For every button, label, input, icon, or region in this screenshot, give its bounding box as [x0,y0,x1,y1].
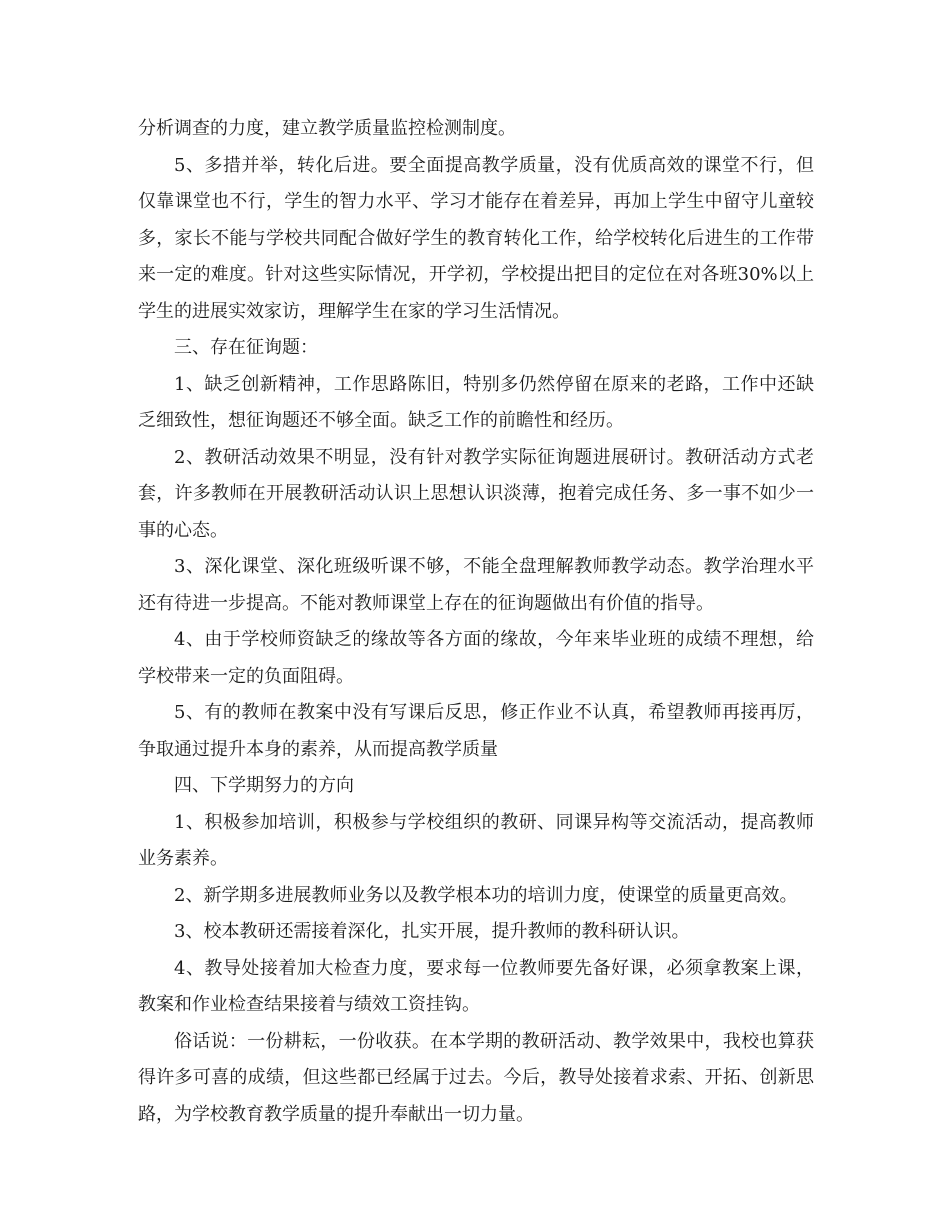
paragraph-direction-3: 3、校本教研还需接着深化，扎实开展，提升教师的教科研认识。 [174,921,690,942]
paragraph-problem-3: 3、深化课堂、深化班级听课不够，不能全盘理解教师教学动态。教学治理水平还有待进一步提高。不能对教师课堂上存在的征询题做出有价值的指导。 [138,556,814,614]
paragraph-problem-5: 5、有的教师在教案中没有写课后反思，修正作业不认真，希望教师再接再厉，争取通过提升本身的素养，从而提高教学质量 [138,702,814,760]
section-heading-existing-problems: 三、存在征询题： [174,337,318,358]
paragraph-direction-1: 1、积极参加培训，积极参与学校组织的教研、同课异构等交流活动，提高教师业务素养。 [138,811,814,869]
section-heading-next-term-direction: 四、下学期努力的方向 [174,775,354,796]
paragraph-item-5-transform-laggards: 5、多措并举，转化后进。要全面提高教学质量，没有优质高效的课堂不行，但仅靠课堂也不行，学生的智力水平、学习才能存在着差异，再加上学生中留守儿童较多，家长不能与学校共同配合做好学生的教育转化工作，给学校转化后进生的工作带来一定的难度。针对这些实际情况，开学初，学校提出把目的定位在对各班30%以上学生的进展实效家访，理解学生在家的学习生活情况。 [138,154,814,322]
paragraph-conclusion: 俗话说：一份耕耘，一份收获。在本学期的教研活动、教学效果中，我校也算获得许多可喜的成绩，但这些都已经属于过去。今后，教导处接着求索、开拓、创新思路，为学校教育教学质量的提升奉献出一切力量。 [138,1030,814,1125]
document-body [138,111,814,1133]
paragraph-direction-2: 2、新学期多进展教师业务以及教学根本功的培训力度，使课堂的质量更高效。 [174,884,798,906]
paragraph-continuation: 分析调查的力度，建立教学质量监控检测制度。 [138,118,516,139]
paragraph-problem-2: 2、教研活动效果不明显，没有针对教学实际征询题进展研讨。教研活动方式老套，许多教师在开展教研活动认识上思想认识淡薄，抱着完成任务、多一事不如少一事的心态。 [138,446,814,541]
paragraph-problem-4: 4、由于学校师资缺乏的缘故等各方面的缘故，今年来毕业班的成绩不理想，给学校带来一定的负面阻碍。 [138,629,814,687]
paragraph-problem-1: 1、缺乏创新精神，工作思路陈旧，特别多仍然停留在原来的老路，工作中还缺乏细致性，想征询题还不够全面。缺乏工作的前瞻性和经历。 [138,373,814,431]
paragraph-direction-4: 4、教导处接着加大检查力度，要求每一位教师要先备好课，必须拿教案上课，教案和作业检查结果接着与绩效工资挂钩。 [138,957,814,1015]
